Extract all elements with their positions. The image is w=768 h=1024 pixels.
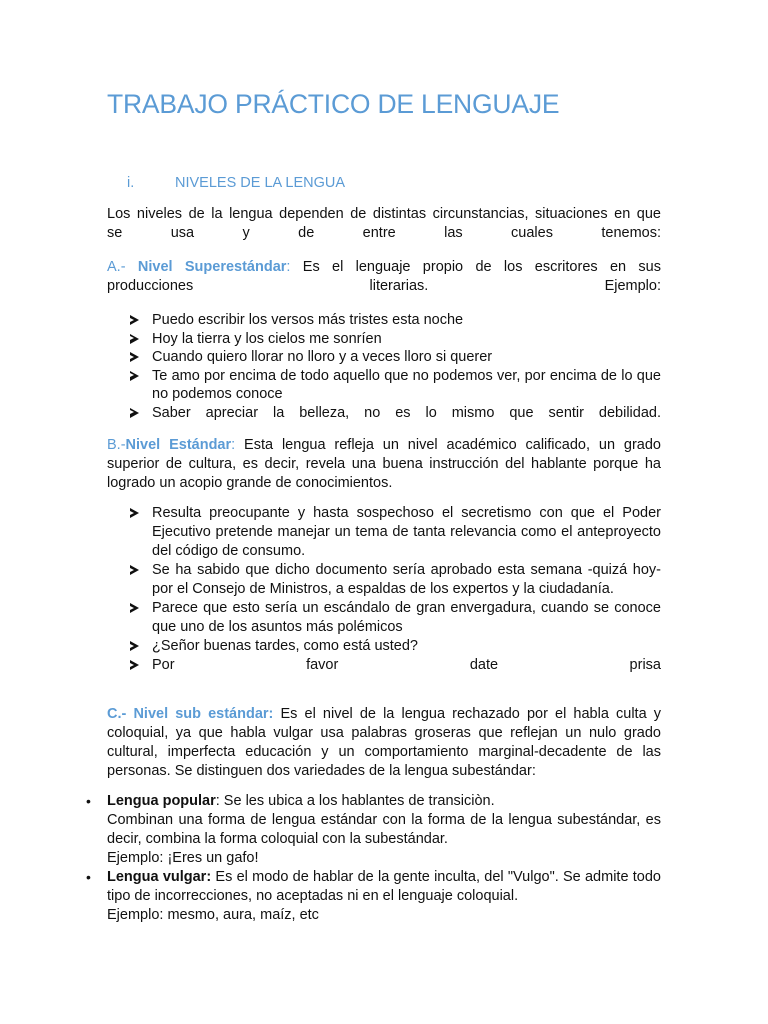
bullet-dot-icon: • xyxy=(86,793,91,809)
variety-example: Ejemplo: ¡Eres un gafo! xyxy=(107,850,259,866)
intro-line-1: Los niveles de la lengua dependen de distintas circunstancias, situaciones en que xyxy=(107,206,661,222)
list-item: Te amo por encima de todo aquello que no podemos ver, por encima de lo que no podemos conoce xyxy=(127,367,661,404)
arrow-bullet-icon xyxy=(130,371,139,381)
level-c-varieties xyxy=(86,792,661,925)
arrow-bullet-icon xyxy=(130,352,139,362)
arrow-bullet-icon xyxy=(130,565,139,575)
variety-example: Ejemplo: mesmo, aura, maíz, etc xyxy=(107,907,319,923)
level-b-paragraph xyxy=(107,436,661,493)
list-item: Por favor date prisa xyxy=(127,656,661,675)
list-item xyxy=(86,792,661,868)
section-heading-text: NIVELES DE LA LENGUA xyxy=(175,175,346,191)
variety-name: Lengua vulgar: xyxy=(107,869,212,885)
arrow-bullet-icon xyxy=(130,508,139,518)
intro-line-2: se usa y de entre las cuales tenemos: xyxy=(107,225,661,241)
list-item: Cuando quiero llorar no lloro y a veces lloro si querer xyxy=(127,348,661,367)
section-number: i. xyxy=(127,175,135,191)
level-b-prefix: B.- xyxy=(107,437,126,453)
intro-paragraph xyxy=(107,205,661,243)
list-item: Se ha sabido que dicho documento sería aprobado esta semana -quizá hoy- por el Consejo de Ministros, a espaldas de los expertos y la ciudadanía. xyxy=(127,561,661,599)
level-c-paragraph xyxy=(107,705,661,781)
list-item: Resulta preocupante y hasta sospechoso el secretismo con que el Poder Ejecutivo pretende manejar un tema de tanta relevancia como el anteproyecto del código de consumo. xyxy=(127,504,661,561)
level-c-label: C.- Nivel sub estándar: xyxy=(107,706,274,722)
bullet-dot-icon: • xyxy=(86,869,91,885)
list-item xyxy=(86,868,661,925)
list-item: Saber apreciar la belleza, no es lo mismo que sentir debilidad. xyxy=(127,404,661,423)
variety-name: Lengua popular xyxy=(107,793,216,809)
arrow-bullet-icon xyxy=(130,408,139,418)
arrow-bullet-icon xyxy=(130,641,139,651)
arrow-bullet-icon xyxy=(130,334,139,344)
list-item: ¿Señor buenas tardes, como está usted? xyxy=(127,637,661,656)
arrow-bullet-icon xyxy=(130,603,139,613)
arrow-bullet-icon xyxy=(130,660,139,670)
section-heading xyxy=(127,175,345,191)
level-c-text: Es el nivel de la lengua rechazado por el habla culta y coloquial, ya que habla vulgar usa palabras groseras que reflejan un nulo grado cultural, imperfecta educación y un comportamiento marginal-decadente de las personas. Se distinguen dos variedades de la lengua subestándar: xyxy=(107,706,661,779)
list-item: Hoy la tierra y los cielos me sonríen xyxy=(127,330,661,349)
level-b-name: Nivel Estándar xyxy=(125,437,232,453)
level-a-examples xyxy=(127,311,661,422)
variety-desc: : Se les ubica a los hablantes de transiciòn. xyxy=(215,793,495,809)
level-a-text-2: producciones literarias. Ejemplo: xyxy=(107,278,661,294)
variety-desc: Es el modo de hablar de la gente inculta, del "Vulgo". Se admite todo tipo de incorrecciones, no aceptadas ni en el lenguaje coloquial. xyxy=(107,869,661,904)
variety-line: Combinan una forma de lengua estándar con la forma de la lengua subestándar, es decir, combina la forma coloquial con la subestándar. xyxy=(107,812,661,847)
level-a-line-1 xyxy=(107,258,661,277)
level-b-examples xyxy=(127,504,661,675)
level-a-prefix: A.- xyxy=(107,259,126,275)
level-b-colon: : xyxy=(231,437,236,453)
list-item: Parece que esto sería un escándalo de gran envergadura, cuando se conoce que uno de los asuntos más polémicos xyxy=(127,599,661,637)
level-a-name: Nivel Superestándar xyxy=(137,259,287,275)
document-title: TRABAJO PRÁCTICO DE LENGUAJE xyxy=(107,89,560,119)
level-a-colon: : xyxy=(286,259,291,275)
level-a-paragraph xyxy=(107,258,661,296)
level-b-text: Esta lengua refleja un nivel académico calificado, un grado superior de cultura, es decir, revela una buena instrucción del hablante porque ha logrado un acopio grande de conocimientos. xyxy=(107,437,661,491)
arrow-bullet-icon xyxy=(130,315,139,325)
level-a-text-1: Es el lenguaje propio de los escritores en sus xyxy=(290,259,661,275)
list-item: Puedo escribir los versos más tristes esta noche xyxy=(127,311,661,330)
